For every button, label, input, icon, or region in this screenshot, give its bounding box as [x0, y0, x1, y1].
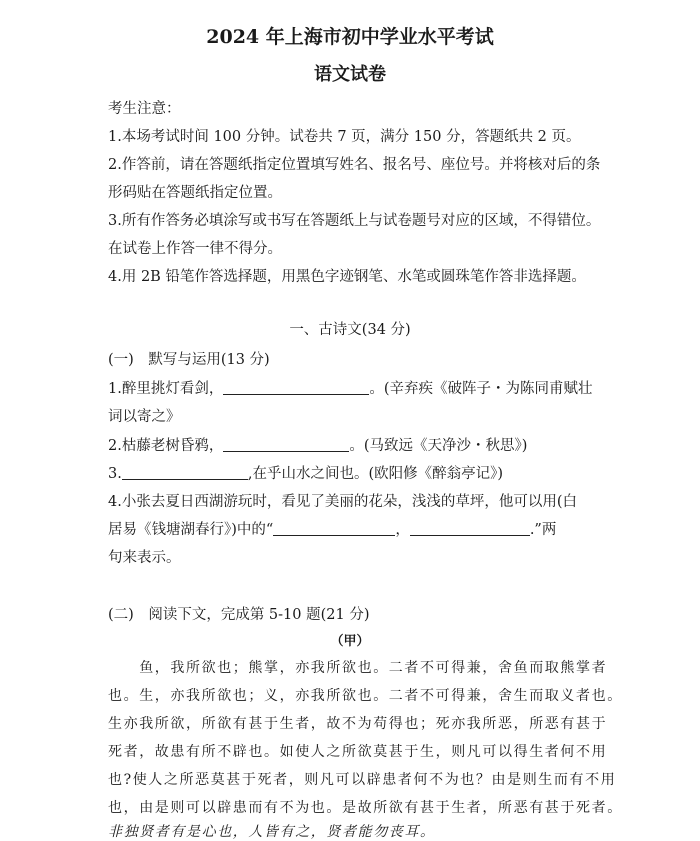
exam-subtitle: 语文试卷	[314, 64, 386, 85]
part1-heading: (一) 默写与运用(13 分)	[108, 352, 270, 368]
notice-item: 形码贴在答题纸指定位置。	[108, 185, 282, 201]
q1-answer-blank[interactable]	[223, 380, 369, 395]
q2-answer-blank[interactable]	[223, 437, 349, 452]
q1-text: 1.醉里挑灯看剑，	[108, 381, 224, 397]
question-1	[108, 377, 688, 398]
question-4-line2	[108, 518, 688, 539]
passage-line: 鱼，我所欲也；熊掌，亦我所欲也。二者不可得兼，舍鱼而取熊掌者	[108, 660, 608, 676]
passage-line: 死者，故患有所不辟也。如使人之所欲莫甚于生，则凡可以得生者何不用	[108, 744, 608, 760]
notice-item: 在试卷上作答一律不得分。	[108, 241, 282, 257]
q3-prefix: 3.	[108, 466, 122, 482]
notice-item: 2.作答前，请在答题纸指定位置填写姓名、报名号、座位号。并将核对后的条	[108, 157, 601, 173]
exam-title: 2024 年上海市初中学业水平考试	[206, 26, 494, 48]
passage-line: 也。生，亦我所欲也；义，亦我所欲也。二者不可得兼，舍生而取义者也。	[108, 688, 623, 704]
q4-answer-blank-1[interactable]	[273, 521, 395, 536]
section-heading: 一、古诗文(34 分)	[289, 322, 411, 338]
passage-label: （甲）	[330, 634, 370, 649]
passage-line: 也?使人之所恶莫甚于死者，则凡可以辟患者何不为也？由是则生而有不用	[108, 772, 617, 788]
passage-line: 非独贤者有是心也，人皆有之，贤者能勿丧耳。	[108, 824, 436, 840]
notice-heading: 考生注意：	[108, 101, 181, 117]
question-2	[108, 434, 688, 455]
q3-answer-blank[interactable]	[122, 465, 248, 480]
question-3	[108, 462, 688, 483]
notice-item: 3.所有作答务必填涂写或书写在答题纸上与试卷题号对应的区域，不得错位。	[108, 213, 601, 229]
q4-text-b: ，	[395, 522, 410, 538]
q4-answer-blank-2[interactable]	[410, 521, 530, 536]
passage-line: 生亦我所欲，所欲有甚于生者，故不为苟得也；死亦我所恶，所恶有甚于	[108, 716, 608, 732]
passage-line: 也，由是则可以辟患而有不为也。是故所欲有甚于生者，所恶有甚于死者。	[108, 800, 623, 816]
q1-source: 。(辛弃疾《破阵子・为陈同甫赋壮	[369, 381, 593, 397]
q4-line1: 4.小张去夏日西湖游玩时，看见了美丽的花朵，浅浅的草坪，他可以用(白	[108, 494, 577, 510]
q2-text: 2.枯藤老树昏鸦，	[108, 438, 224, 454]
notice-item: 1.本场考试时间 100 分钟。试卷共 7 页，满分 150 分，答题纸共 2 页。	[108, 129, 581, 145]
part2-heading: (二) 阅读下文，完成第 5-10 题(21 分)	[108, 607, 370, 623]
q4-text-a: 居易《钱塘湖春行》)中的“	[108, 522, 274, 538]
q1-source-cont: 词以寄之》	[108, 409, 181, 425]
q2-source: 。(马致远《天净沙・秋思》)	[349, 438, 528, 454]
q3-text: ,在乎山水之间也。(欧阳修《醉翁亭记》)	[247, 466, 504, 482]
q4-text-c: .”两	[529, 522, 557, 538]
q4-line3: 句来表示。	[108, 550, 181, 566]
notice-item: 4.用 2B 铅笔作答选择题，用黑色字迹钢笔、水笔或圆珠笔作答非选择题。	[108, 269, 586, 285]
